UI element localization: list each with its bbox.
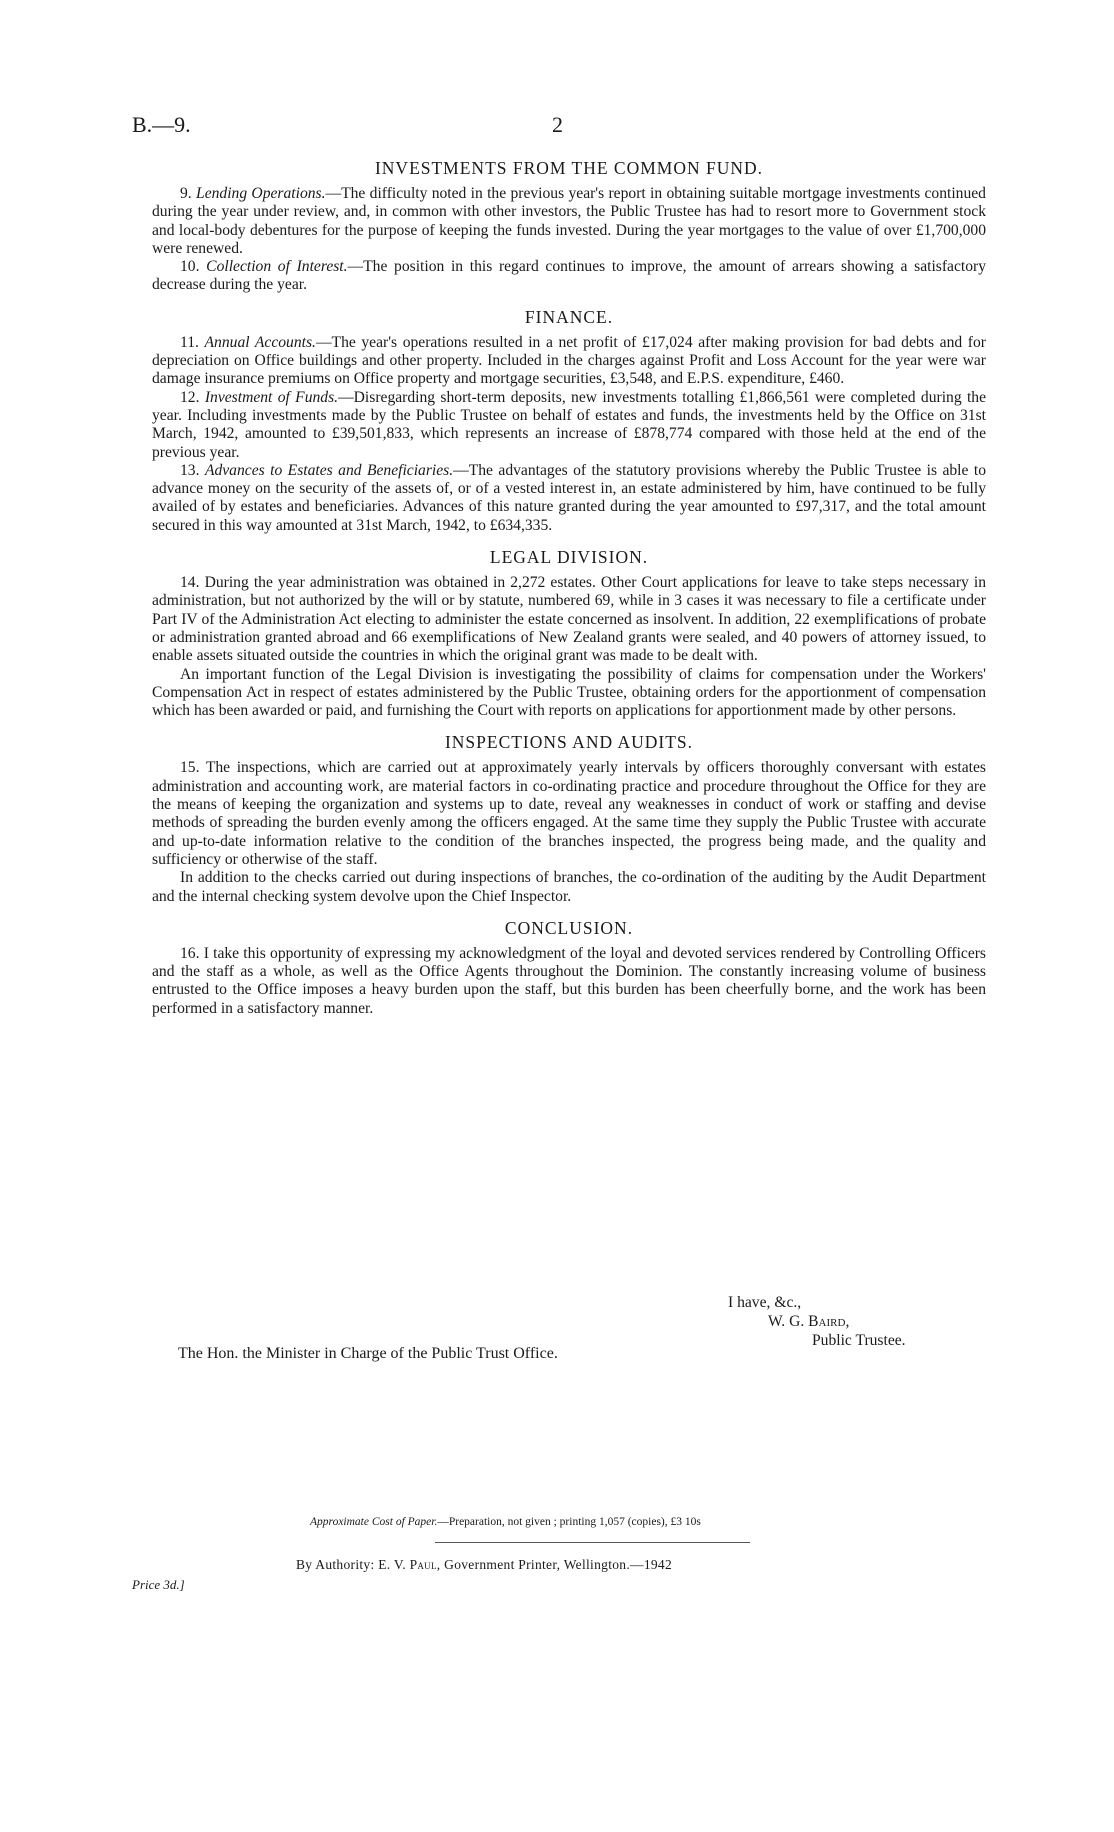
report-code: B.—9. <box>132 112 191 137</box>
printer-authority: By Authority: E. V. Paul, Government Printer, Wellington.—1942 <box>296 1557 673 1572</box>
signatory-name: W. G. Baird, <box>768 1313 850 1330</box>
section-title-finance: FINANCE. <box>524 306 614 327</box>
signatory-title: Public Trustee. <box>812 1332 906 1349</box>
paragraph-10: 10. Collection of Interest.—The position in this regard continues to improve, the amount of arrears showing a satisfactory decrease during the year. <box>152 258 987 294</box>
paragraph-audit: In addition to the checks carried out during inspections of branches, the co-ordination of the auditing by the Audit Department and the internal checking system devolve upon the Chief Inspector. <box>152 869 986 905</box>
footer-divider <box>435 1542 750 1543</box>
signature-block <box>728 1293 906 1350</box>
paragraph-14: 14. During the year administration was obtained in 2,272 estates. Other Court applications for leave to take steps necessary in administration, but not authorized by the will or by statute, numbered 69, while in 3 cases it was necessary to file a certificate under Part IV of the Administration Act electing to administer the estate concerned as insolvent. In addition, 22 exemplifications of probate or administration granted abroad and 66 exemplifications of New Zealand grants were sealed, and 40 powers of attorney issued, to enable assets situated outside the countries in which the original grant was made to be dealt with. <box>152 574 986 665</box>
paragraph-9: 9. Lending Operations.—The difficulty noted in the previous year's report in obtaining suitable mortgage investments continued during the year under review, and, in common with other investors, the Public Trustee has had to resort more to Government stock and local-body debentures for the purpose of keeping the funds invested. During the year mortgages to the value of over £1,700,000 were renewed. <box>152 185 986 257</box>
price-label: Price 3d.] <box>132 1577 185 1592</box>
closing-line: I have, &c., <box>728 1294 802 1311</box>
page-number: 2 <box>552 112 563 137</box>
paragraph-12: 12. Investment of Funds.—Disregarding short-term deposits, new investments totalling £1,866,561 were completed during the year. Including investments made by the Public Trustee on behalf of estates and funds, the investments held by the Office on 31st March, 1942, amounted to £39,501,833, which represents an increase of £878,774 compared with those held at the end of the previous year. <box>152 388 987 461</box>
section-title-conclusion: CONCLUSION. <box>504 917 634 938</box>
section-title-inspections: INSPECTIONS AND AUDITS. <box>444 732 694 753</box>
paragraph-15: 15. The inspections, which are carried out at approximately yearly intervals by officers thoroughly conversant with estates administration and accounting work, are material factors in co-ordinating practice and procedure throughout the Office for they are the means of keeping the organization and systems up to date, reveal any weaknesses in conduct of work or staffing and devise methods of spreading the burden evenly among the officers engaged. At the same time they supply the Public Trustee with accurate and up-to-date information relative to the condition of the branches inspected, the progress being made, and the quality and sufficiency or otherwise of the staff. <box>152 759 986 868</box>
section-title-investments: INVESTMENTS FROM THE COMMON FUND. <box>374 158 764 178</box>
addressee-line: The Hon. the Minister in Charge of the Public Trust Office. <box>178 1345 558 1362</box>
paragraph-11: 11. Annual Accounts.—The year's operations resulted in a net profit of £17,024 after making provision for bad debts and for depreciation on Office buildings and other property. Included in the charges against Profit and Loss Account for the year were war damage insurance premiums on Office property and mortgage securities, £3,548, and E.P.S. expenditure, £460. <box>152 333 986 388</box>
section-title-legal: LEGAL DIVISION. <box>489 547 649 568</box>
body-content <box>152 158 986 1018</box>
paragraph-legal-function: An important function of the Legal Division is investigating the possibility of claims for compensation under the Workers' Compensation Act in respect of estates administered by the Public Trustee, obtaining orders for the apportionment of compensation which has been awarded or paid, and furnishing the Court with reports on applications for apportionment made by other persons. <box>152 665 986 720</box>
paragraph-13: 13. Advances to Estates and Beneficiaries.—The advantages of the statutory provisions whereby the Public Trustee is able to advance money on the security of the assets of, or of a vested interest in, an estate administered by him, have continued to be fully availed of by estates and beneficiaries. Advances of this nature granted during the year amounted to £97,317, and the total amount secured in this way amounted at 31st March, 1942, to £634,335. <box>152 461 986 534</box>
paragraph-16: 16. I take this opportunity of expressing my acknowledgment of the loyal and devoted services rendered by Controlling Officers and the staff as a whole, as well as the Office Agents throughout the Dominion. The constantly increasing volume of business entrusted to the Office imposes a heavy burden upon the staff, but this burden has been cheerfully borne, and the work has been performed in a satisfactory manner. <box>152 944 987 1017</box>
cost-of-paper: Approximate Cost of Paper.—Preparation, not given ; printing 1,057 (copies), £3 10s <box>310 1516 701 1528</box>
